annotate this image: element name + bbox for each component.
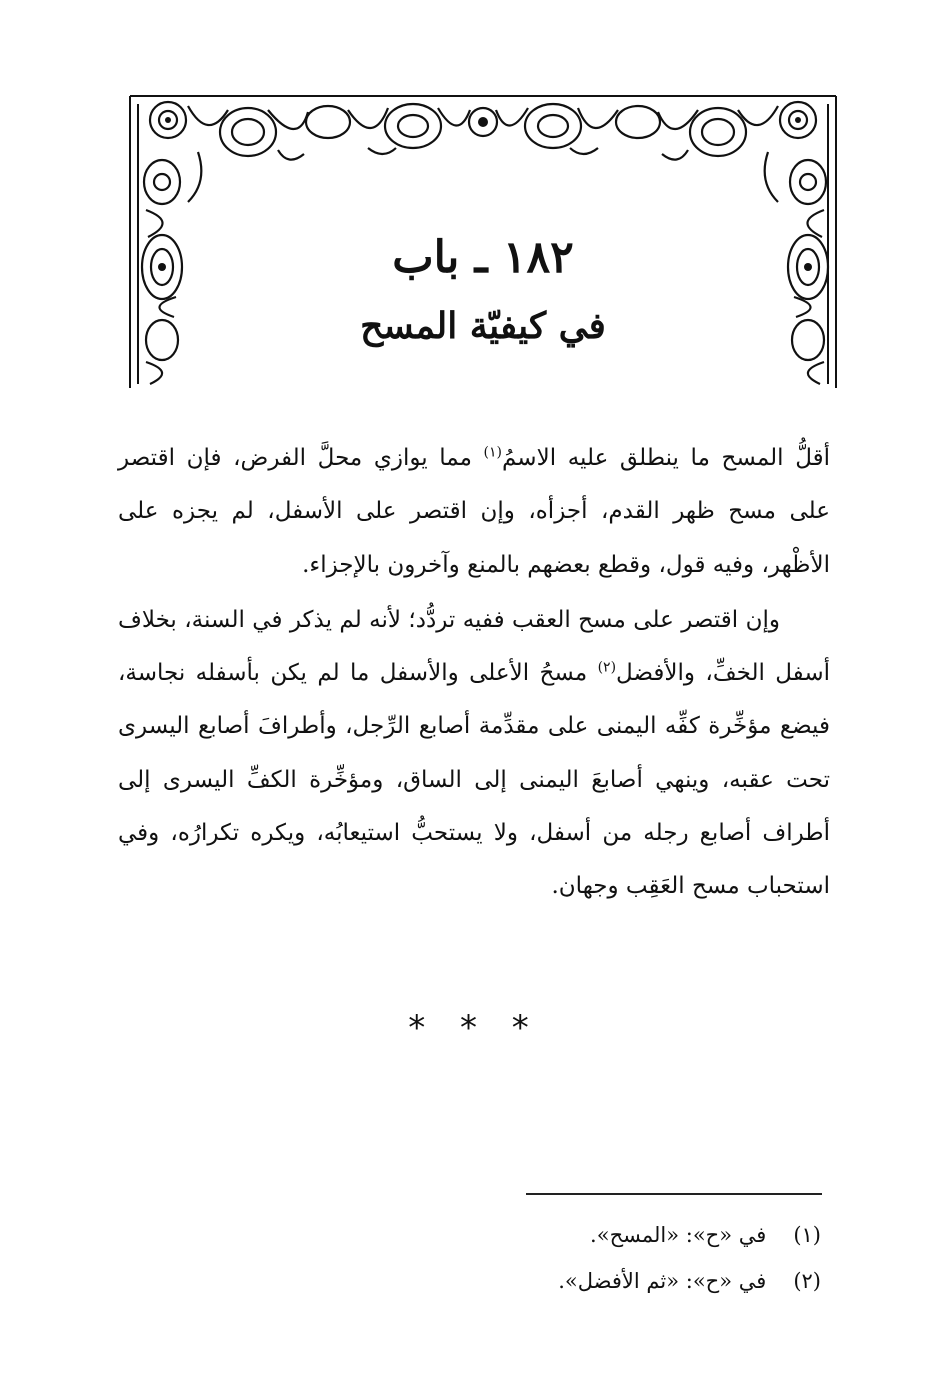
footnote-1-text: في «ح»: «المسح». — [590, 1223, 767, 1247]
paragraph-1-text-b: مما يوازي محلَّ الفرض، فإن اقتصر على مسح ظهر القدم، أجزأه، وإن اقتصر على الأسفل، لم يجزه على الأظْهر، وفيه قول، وقطع بعضهم بالمنع وآخرون بالإجزاء. — [118, 445, 830, 578]
footnote-2 — [321, 1258, 821, 1304]
section-separator: * * * — [408, 1008, 541, 1048]
chapter-subtitle: في كيفيّة المسح — [360, 305, 606, 347]
paragraph-1-text-a: أقلُّ المسح ما ينطلق عليه الاسمُ — [502, 445, 830, 471]
paragraph-2-text-b: مسحُ الأعلى والأسفل ما لم يكن بأسفله نجاسة، فيضع مؤخِّرة كفِّه اليمنى على مقدِّمة أصابع الرِّجل، وأطرافَ أصابع اليسرى تحت عقبه، وينهي أصابعَ اليمنى إلى الساق، ومؤخِّرة الكفِّ اليسرى إلى أطراف أصابع رجله من أسفل، ولا يستحبُّ استيعابُه، ويكره تكرارُه، وفي استحباب مسح العَقِب وجهان. — [118, 660, 830, 900]
paragraph-2-text-a: وإن اقتصر على مسح العقب ففيه تردُّد؛ لأنه لم يذكر في السنة، بخلاف أسفل الخفِّ، والأفضل — [118, 606, 830, 687]
chapter-title: ١٨٢ ـ باب — [392, 232, 574, 283]
footnote-1 — [321, 1212, 821, 1258]
footnotes — [321, 1212, 821, 1304]
footnote-divider — [526, 1193, 822, 1195]
body-text — [118, 432, 830, 914]
footnote-2-text: في «ح»: «ثم الأفضل». — [558, 1269, 767, 1293]
paragraph-1 — [118, 432, 830, 592]
paragraph-2 — [118, 594, 830, 914]
footnote-ref-1: (١) — [483, 444, 502, 461]
footnote-ref-2: (٢) — [597, 659, 617, 676]
footnote-2-number: (٢) — [793, 1269, 821, 1293]
footnote-1-number: (١) — [793, 1223, 821, 1247]
